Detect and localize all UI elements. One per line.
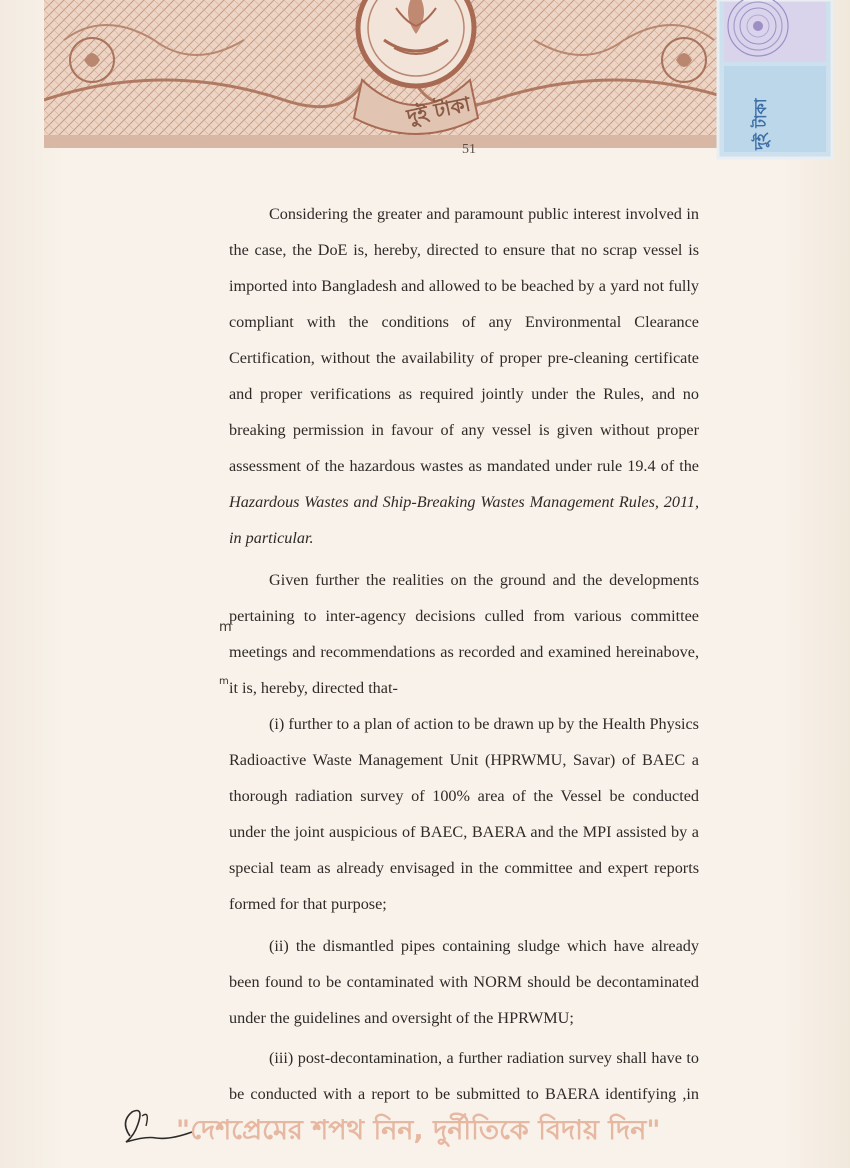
- text-line: been found to be contaminated with NORM should be decontaminated: [229, 973, 699, 991]
- text-line: (iii) post-decontamination, a further radiation survey shall have to: [269, 1049, 699, 1067]
- revenue-stamp-text: দুই টাকা: [751, 98, 770, 150]
- margin-mark: m: [219, 620, 232, 635]
- text-line: formed for that purpose;: [229, 895, 387, 913]
- text-line: imported into Bangladesh and allowed to be beached by a yard not fully: [229, 277, 699, 295]
- footer-motto: "দেশপ্রেমের শপথ নিন, দুর্নীতিকে বিদায় দিন": [176, 1115, 661, 1146]
- text-line: breaking permission in favour of any vessel is given without proper: [229, 421, 699, 439]
- text-line: pertaining to inter-agency decisions culled from various committee: [229, 607, 699, 625]
- text-line: thorough radiation survey of 100% area of the Vessel be conducted: [229, 787, 699, 805]
- text-line: be conducted with a report to be submitted to BAERA identifying ,in: [229, 1085, 699, 1103]
- text-line: under the guidelines and oversight of the HPRWMU;: [229, 1009, 574, 1027]
- text-line: (i) further to a plan of action to be drawn up by the Health Physics: [269, 715, 699, 733]
- paragraph-2: [229, 562, 699, 706]
- text-line: and proper verifications as required jointly under the Rules, and no: [229, 385, 699, 403]
- text-line: (ii) the dismantled pipes containing sludge which have already: [269, 937, 699, 955]
- text-line: under the joint auspicious of BAEC, BAERA and the MPI assisted by a: [229, 823, 699, 841]
- text-line: assessment of the hazardous wastes as mandated under rule 19.4 of the: [229, 457, 699, 475]
- text-line: it is, hereby, directed that-: [229, 679, 398, 697]
- text-line: Radioactive Waste Management Unit (HPRWMU, Savar) of BAEC a: [229, 751, 699, 769]
- text-line: Considering the greater and paramount public interest involved in: [269, 205, 699, 223]
- margin-mark: m: [219, 676, 229, 687]
- paragraph-1: [229, 196, 699, 556]
- paragraph-5: [229, 1040, 699, 1112]
- text-line: Certification, without the availability of proper pre-cleaning certificate: [229, 349, 699, 367]
- text-line: special team as already envisaged in the committee and expert reports: [229, 859, 699, 877]
- text-line: compliant with the conditions of any Environmental Clearance: [229, 313, 699, 331]
- paragraph-3: [229, 706, 699, 922]
- stamp-denomination: দুই টাকা: [404, 91, 473, 129]
- text-line: the case, the DoE is, hereby, directed to ensure that no scrap vessel is: [229, 241, 699, 259]
- text-line: in particular.: [229, 529, 314, 547]
- page-number: 51: [462, 142, 476, 157]
- text-line: Given further the realities on the ground and the developments: [269, 571, 699, 589]
- rules-citation: Hazardous Wastes and Ship-Breaking Wastes Management Rules, 2011,: [229, 493, 699, 511]
- paragraph-4: [229, 928, 699, 1036]
- text-line: meetings and recommendations as recorded and examined hereinabove,: [229, 643, 699, 661]
